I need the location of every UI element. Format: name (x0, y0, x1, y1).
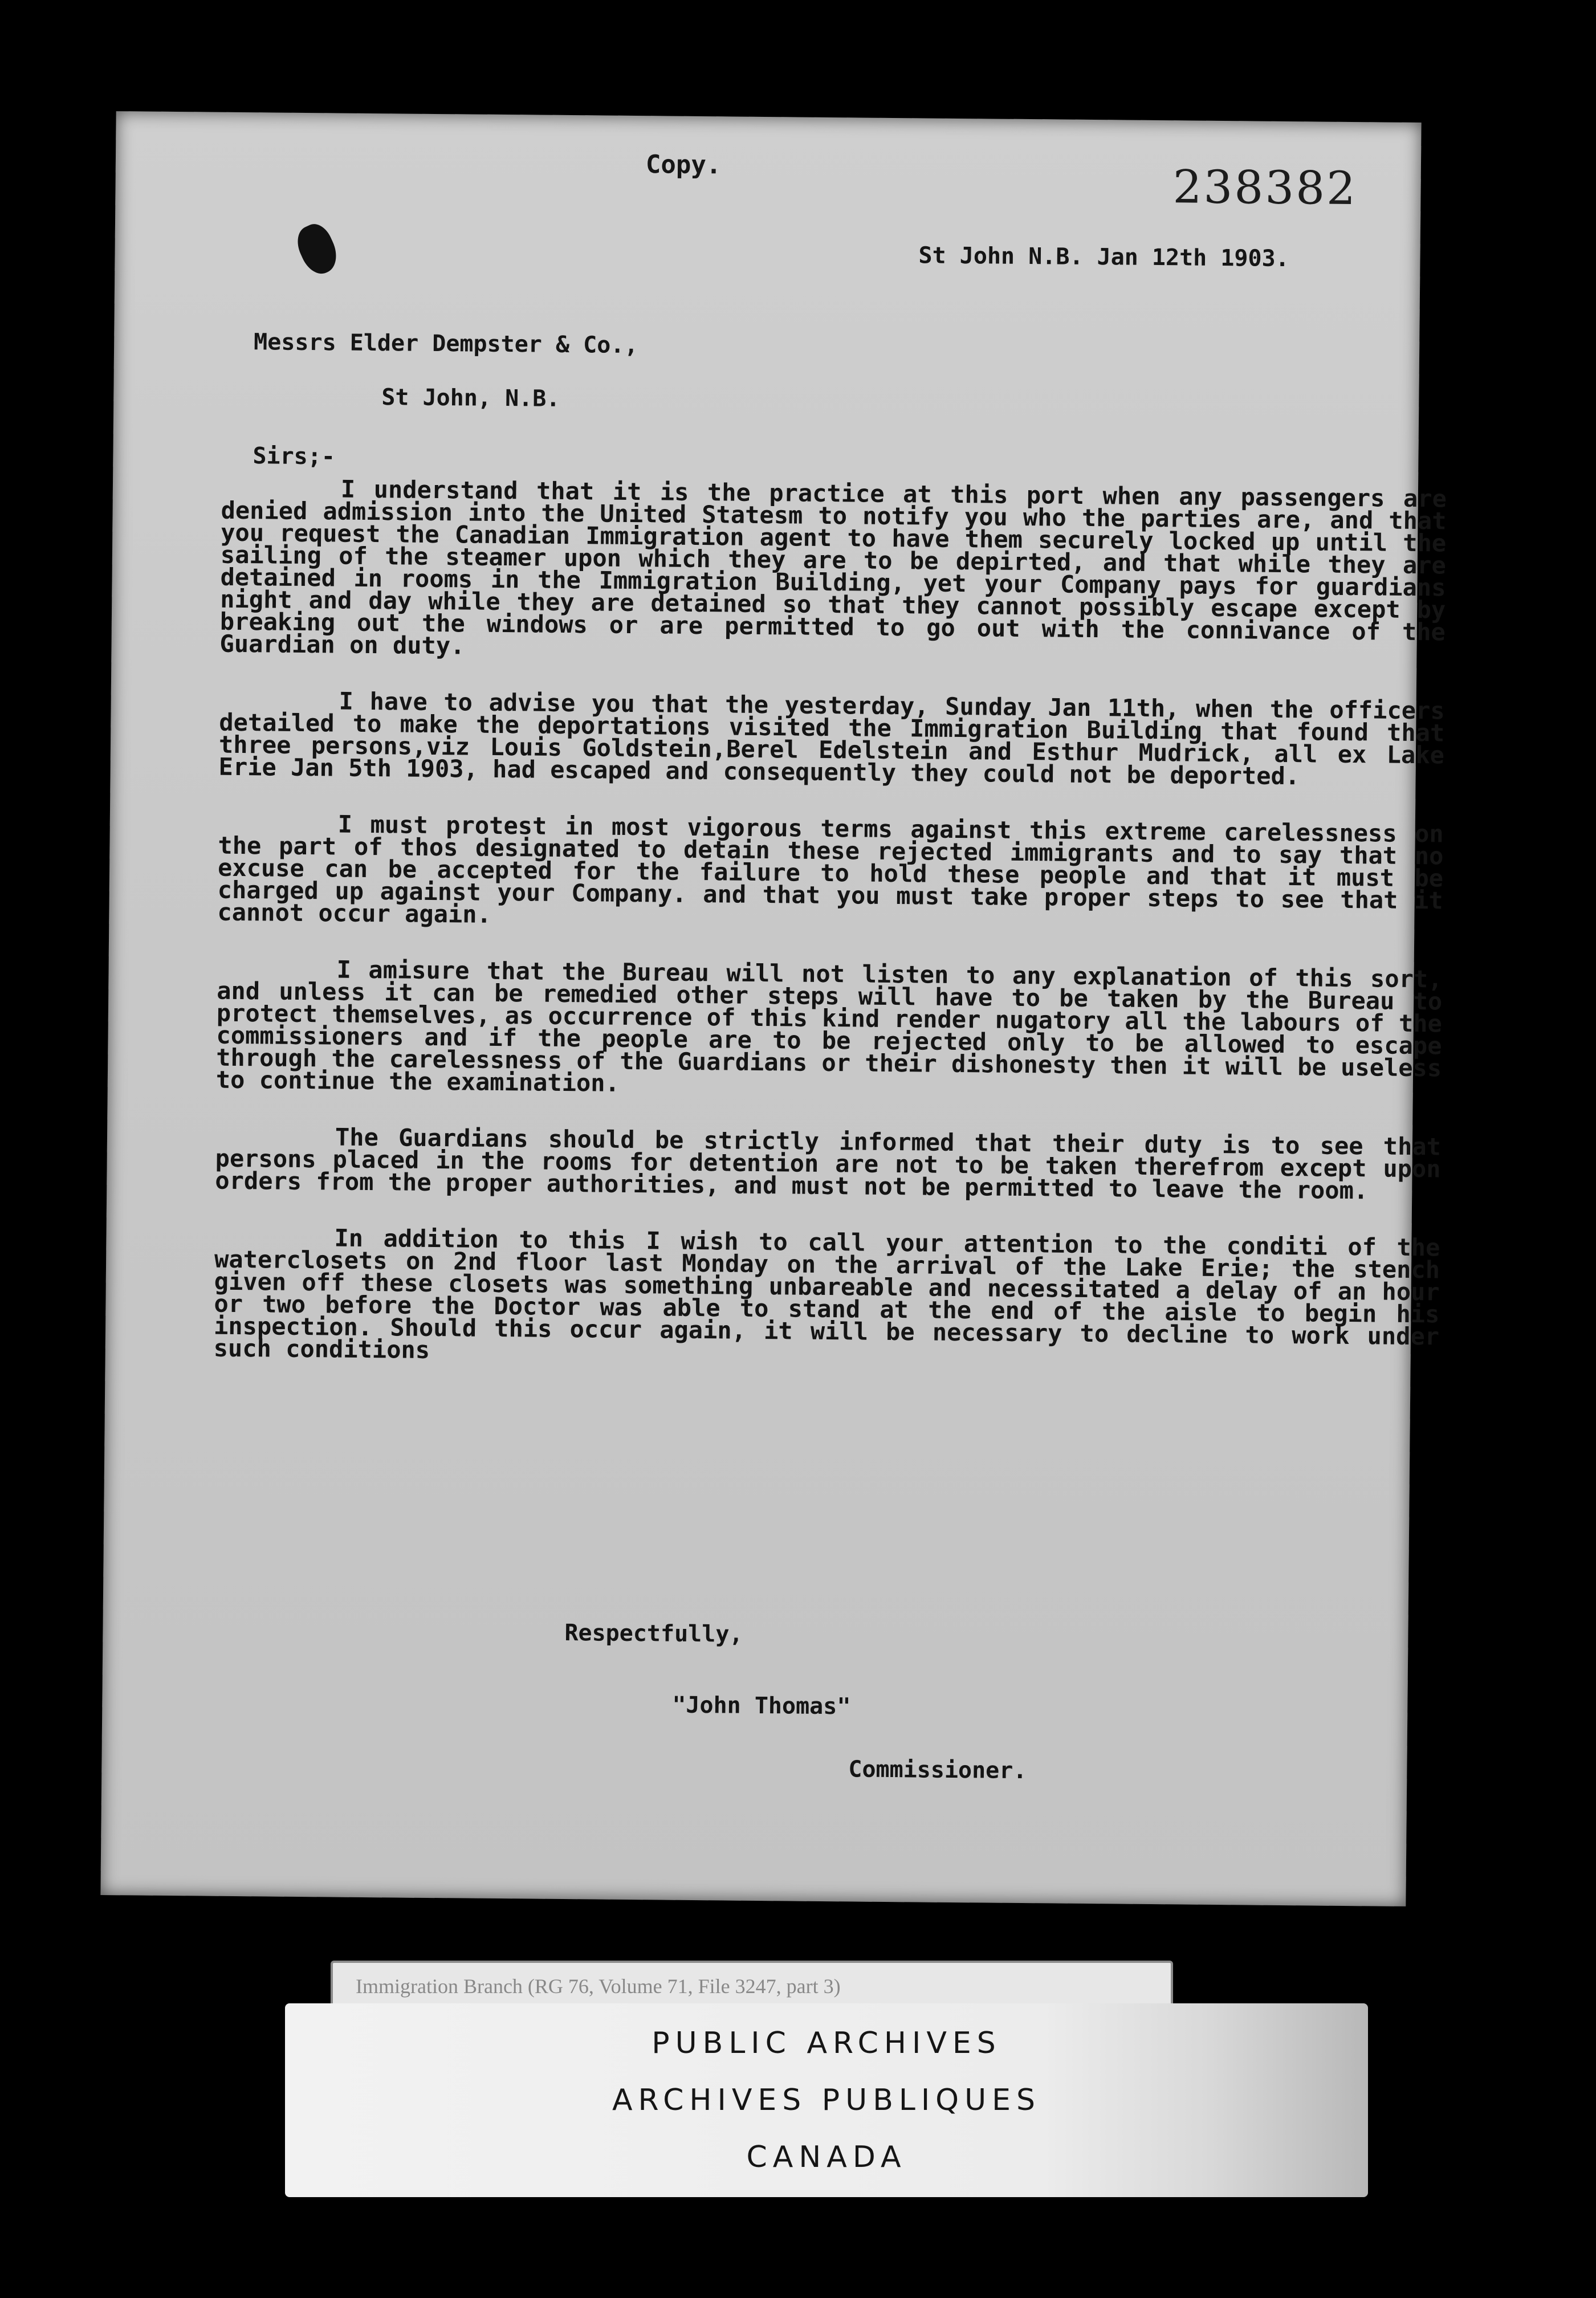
paragraph-6: In addition to this I wish to call your attention to the conditi of the waterclosets on 2nd floor last Monday on the arrival of the Lake Erie; the stench given off these closets was something unbareable and necessitated a delay of an hour or two before the Doctor was able to stand at the end of the aisle to begin his inspection. Should this occur again, it will be necessary to decline to work under such conditions (213, 1224, 1440, 1364)
addressee-name: Messrs Elder Dempster & Co., (253, 329, 638, 359)
paragraph-5: The Guardians should be strictly informed that their duty is to see that persons placed in the rooms for detention are not to be taken therefrom except upon orders from the proper authorities, and must not be permitted to leave the room. (215, 1123, 1442, 1205)
signature: "John Thomas" (672, 1692, 851, 1720)
letter-body (213, 477, 1447, 1404)
document-number: 238382 (1172, 160, 1358, 215)
closing: Respectfully, (564, 1620, 743, 1648)
addressee-city: St John, N.B. (381, 384, 560, 412)
place-date: St John N.B. Jan 12th 1903. (918, 242, 1289, 272)
paragraph-4: I amisure that the Bureau will not listen to any explanation of this sort, and unless it can be remedied other steps will have to be taken by the Bureau to protect themselves, as occurrence of this kind render nugatory all the labours of the commissioners and if the people are to be rejected only to be allowed to escape through the carelessness of the Guardians or their dishonesty then it will be useless to continue the examination. (215, 955, 1443, 1097)
letter-page (100, 111, 1447, 1906)
paragraph-3: I must protest in most vigorous terms against this extreme carelessness on the part of thos designated to detain these rejected immigrants and to say that no excuse can be accepted for the failure to hold these people and that it must be charged up against your Company. and that you must take proper steps to see that it cannot occur again. (217, 810, 1444, 928)
archive-reference: Immigration Branch (RG 76, Volume 71, File 3247, part 3) (356, 1975, 841, 1998)
archive-line-country: CANADA (746, 2140, 907, 2174)
paragraph-1: I understand that it is the practice at this port when any passengers are denied admission into the United Statesm to notify you who the parties are, and that you request the Canadian Immigration agent to have them securely locked up until the sailing of the steamer upon which they are to be depirted, and that while they are detained in rooms in the Immigration Building, yet your Company pays for guardians night and day while they are detained so that they cannot possibly escape except by breaking out the windows or are permitted to go out with the connivance of the Guardian on duty. (219, 475, 1447, 660)
copy-label: Copy. (645, 150, 722, 180)
signer-title: Commissioner. (848, 1756, 1027, 1784)
archive-line-french: ARCHIVES PUBLIQUES (612, 2083, 1041, 2117)
paragraph-2: I have to advise you that the yesterday, Sunday Jan 11th, when the officers detailed to make the deportations visited the Immigration Building that found that three persons,viz Louis Goldstein,Berel Edelstein and Esthur Mudrick, all ex Lake Erie Jan 5th 1903, had escaped and consequently they could not be deported. (218, 687, 1445, 791)
salutation: Sirs;- (253, 443, 336, 470)
archive-card (285, 2003, 1368, 2197)
archive-line-english: PUBLIC ARCHIVES (652, 2026, 1001, 2060)
ink-blot-mark (291, 219, 343, 279)
